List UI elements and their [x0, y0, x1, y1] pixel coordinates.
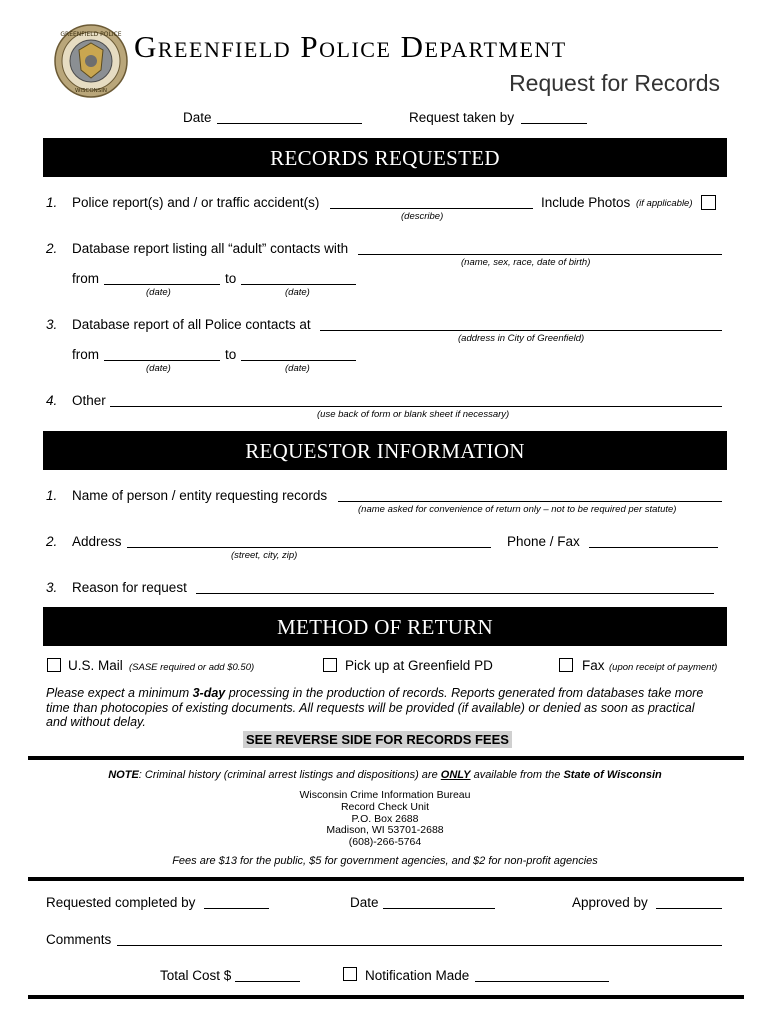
- records-item2-from-hint: (date): [146, 287, 171, 298]
- requestor-item1-number: 1.: [46, 488, 58, 503]
- note-text2: available from the: [470, 769, 564, 781]
- records-item1-field[interactable]: [330, 208, 533, 209]
- requestor-address-field[interactable]: [127, 547, 491, 548]
- notification-field[interactable]: [475, 981, 609, 982]
- processing-notice-pre: Please expect a minimum: [46, 686, 193, 700]
- divider-bottom: [28, 995, 744, 999]
- records-requested-heading: RECORDS REQUESTED: [43, 138, 727, 177]
- records-item3-hint: (address in City of Greenfield): [458, 333, 585, 344]
- form-title: Request for Records: [509, 70, 720, 96]
- total-cost-field[interactable]: [235, 981, 300, 982]
- phone-fax-label: Phone / Fax: [507, 534, 580, 549]
- records-item1-label: Police report(s) and / or traffic accident(s): [72, 195, 320, 210]
- records-item3-to-hint: (date): [285, 363, 310, 374]
- note-line: [0, 769, 770, 781]
- office-date-label: Date: [350, 895, 379, 910]
- requestor-item2-hint: (street, city, zip): [231, 550, 298, 561]
- wcib-line-1: Wisconsin Crime Information Bureau: [299, 789, 471, 801]
- records-item2-to-hint: (date): [285, 287, 310, 298]
- records-item4-hint: (use back of form or blank sheet if necessary): [317, 409, 510, 420]
- include-photos-checkbox[interactable]: [701, 195, 716, 210]
- records-item1-hint: (describe): [401, 211, 444, 222]
- records-item2-from-label: from: [72, 271, 99, 286]
- department-seal: [54, 24, 128, 98]
- wcib-fees: Fees are $13 for the public, $5 for government agencies, and $2 for non-profit agencies: [172, 855, 598, 867]
- fees-banner: SEE REVERSE SIDE FOR RECORDS FEES: [243, 731, 512, 748]
- requestor-item3-number: 3.: [46, 580, 58, 595]
- wcib-line-5: (608)-266-5764: [348, 836, 422, 849]
- records-item4-field[interactable]: [110, 406, 722, 407]
- records-item3-field[interactable]: [320, 330, 722, 331]
- records-item3-number: 3.: [46, 317, 58, 332]
- records-item3-to-field[interactable]: [241, 360, 356, 361]
- notification-checkbox[interactable]: [343, 967, 357, 981]
- requestor-item2-number: 2.: [46, 534, 58, 549]
- processing-notice-rest: processing in the production of records. Reports generated from databases take more: [225, 686, 704, 700]
- comments-field[interactable]: [117, 945, 722, 946]
- date-field[interactable]: [217, 123, 362, 124]
- fax-label: Fax: [582, 658, 605, 673]
- requestor-item1-label: Name of person / entity requesting records: [72, 488, 328, 503]
- taken-by-label: Request taken by: [409, 110, 515, 125]
- requestor-item1-hint: (name asked for convenience of return only – not to be required per statute): [358, 504, 677, 515]
- records-item4-number: 4.: [46, 393, 58, 408]
- processing-notice: [46, 686, 703, 730]
- phone-fax-field[interactable]: [589, 547, 718, 548]
- divider-middle: [28, 877, 744, 881]
- include-photos-label: Include Photos: [541, 195, 631, 210]
- note-text1: : Criminal history (criminal arrest listings and dispositions) are: [138, 769, 441, 781]
- approved-by-field[interactable]: [656, 908, 722, 909]
- records-item3-from-field[interactable]: [104, 360, 220, 361]
- processing-notice-bold: 3-day: [192, 686, 226, 700]
- note-label: NOTE: [108, 769, 139, 781]
- requestor-item2-label: Address: [72, 534, 122, 549]
- total-cost-label: Total Cost $: [160, 968, 232, 983]
- wcib-line-4: Madison, WI 53701-2688: [326, 824, 444, 837]
- agency-title: Greenfield Police Department: [134, 29, 567, 64]
- method-of-return-heading: METHOD OF RETURN: [43, 607, 727, 646]
- requestor-information-heading: REQUESTOR INFORMATION: [43, 431, 727, 470]
- records-item1-number: 1.: [46, 195, 58, 210]
- processing-notice-line3: and without delay.: [46, 715, 146, 729]
- fax-hint: (upon receipt of payment): [609, 662, 718, 673]
- requestor-item3-label: Reason for request: [72, 580, 187, 595]
- us-mail-checkbox[interactable]: [47, 658, 61, 672]
- office-date-field[interactable]: [383, 908, 495, 909]
- note-state: State of Wisconsin: [563, 769, 662, 781]
- wcib-line-2: Record Check Unit: [340, 800, 430, 813]
- records-item2-from-field[interactable]: [104, 284, 220, 285]
- records-item3-to-label: to: [225, 347, 237, 362]
- wcib-address: [0, 790, 770, 849]
- records-item3-from-label: from: [72, 347, 99, 362]
- records-item2-label: Database report listing all “adult” contacts with: [72, 241, 349, 256]
- records-item3-from-hint: (date): [146, 363, 171, 374]
- records-item2-to-field[interactable]: [241, 284, 356, 285]
- processing-notice-line2: time than photocopies of existing documents. All requests will be provided (if available) or denied as soon as practical: [46, 700, 695, 715]
- comments-label: Comments: [46, 932, 112, 947]
- seal-text-bottom: WISCONSIN: [74, 88, 108, 94]
- completed-by-label: Requested completed by: [46, 895, 196, 910]
- divider-top: [28, 756, 744, 760]
- wcib-line-3: P.O. Box 2688: [351, 812, 419, 825]
- date-label: Date: [183, 110, 212, 125]
- pickup-checkbox[interactable]: [323, 658, 337, 672]
- records-item2-hint: (name, sex, race, date of birth): [461, 257, 591, 268]
- note-only: ONLY: [440, 769, 471, 781]
- include-photos-hint: (if applicable): [636, 198, 693, 209]
- records-item2-to-label: to: [225, 271, 237, 286]
- records-item2-number: 2.: [46, 241, 58, 256]
- requestor-name-field[interactable]: [338, 501, 722, 502]
- seal-text-top: GREENFIELD POLICE: [60, 31, 122, 38]
- reason-field[interactable]: [196, 593, 714, 594]
- completed-by-field[interactable]: [204, 908, 269, 909]
- taken-by-field[interactable]: [521, 123, 587, 124]
- us-mail-label: U.S. Mail: [68, 658, 123, 673]
- records-item4-label: Other: [72, 393, 106, 408]
- approved-by-label: Approved by: [572, 895, 648, 910]
- pickup-label: Pick up at Greenfield PD: [345, 658, 493, 673]
- notification-label: Notification Made: [365, 968, 470, 983]
- us-mail-hint: (SASE required or add $0.50): [129, 662, 255, 673]
- fax-checkbox[interactable]: [559, 658, 573, 672]
- records-item3-label: Database report of all Police contacts at: [72, 317, 311, 332]
- records-item2-field[interactable]: [358, 254, 722, 255]
